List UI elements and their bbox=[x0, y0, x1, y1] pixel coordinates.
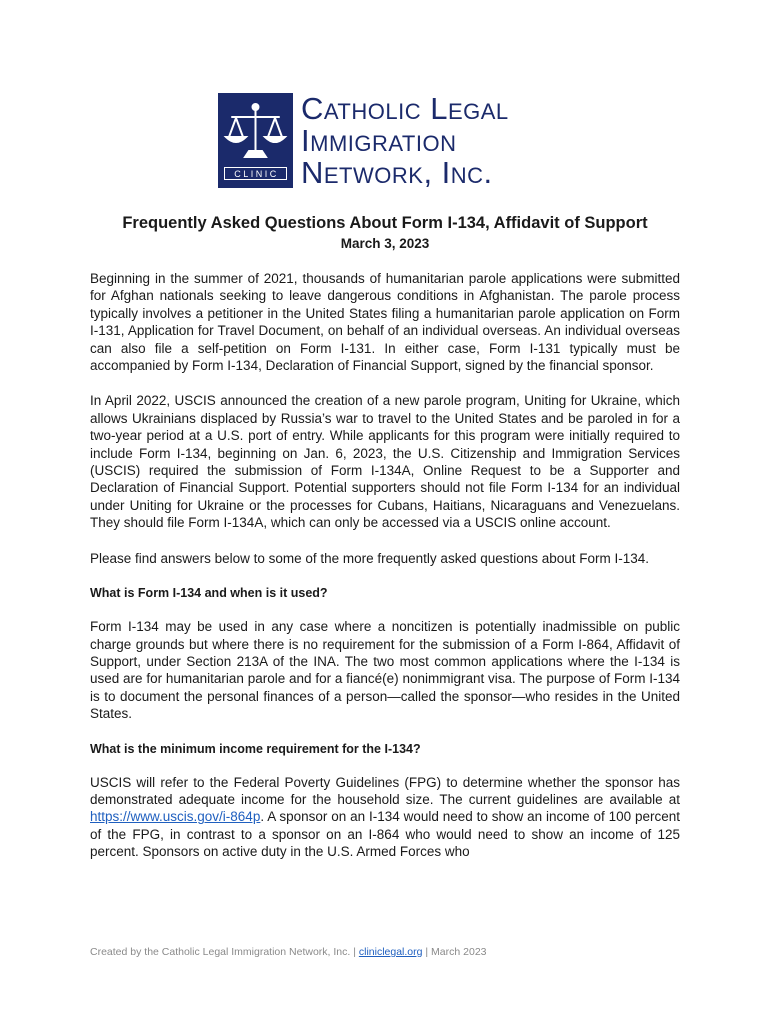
clinic-badge-label: CLINIC bbox=[224, 167, 287, 180]
uscis-i864p-link[interactable]: https://www.uscis.gov/i-864p bbox=[90, 809, 261, 825]
page-title: Frequently Asked Questions About Form I-134, Affidavit of Support bbox=[122, 214, 648, 232]
logo-line-3: Network, Inc. bbox=[301, 155, 493, 190]
intro-paragraph-3: Please find answers below to some of the more frequently asked questions about Form I-134. bbox=[90, 550, 650, 566]
footer-text-after: | March 2023 bbox=[422, 946, 487, 958]
answer-2-text-after: . A sponsor on an I-134 would need to show an income of 100 percent of the FPG, in contrast to a sponsor on an I-864 who would need to show an income of 125 percent. Sponsors on active duty in the U.S. Armed Forces who bbox=[90, 809, 680, 860]
logo-line-2: Immigration bbox=[301, 123, 457, 158]
logo-wordmark bbox=[301, 93, 509, 189]
document-body bbox=[90, 270, 680, 879]
page-footer bbox=[90, 946, 487, 958]
answer-paragraph-1: Form I-134 may be used in any case where a noncitizen is potentially inadmissible on public charge grounds but where there is no requirement for the submission of a Form I-864, Affidavit of Support, under Section 213A of the INA. The two most common applications where the I-134 is used are for humanitarian parole and for a fiancé(e) nonimmigrant visa. The purpose of Form I-134 is to document the personal finances of a person—called the sponsor—who resides in the United States. bbox=[90, 619, 680, 722]
footer-text-before: Created by the Catholic Legal Immigration Network, Inc. | bbox=[90, 946, 359, 958]
intro-paragraph-1: Beginning in the summer of 2021, thousands of humanitarian parole applications were submitted for Afghan nationals seeking to leave dangerous conditions in Afghanistan. The parole process typically involves a petitioner in the United States filing a humanitarian parole application on Form I-131, Application for Travel Document, on behalf of an individual overseas. An individual overseas can also file a self-petition on Form I-131. In either case, Form I-131 typically must be accompanied by Form I-134, Declaration of Financial Support, signed by the financial sponsor. bbox=[90, 271, 680, 374]
cliniclegal-link[interactable]: cliniclegal.org bbox=[358, 946, 423, 958]
document-date: March 3, 2023 bbox=[340, 236, 430, 251]
intro-paragraph-2: In April 2022, USCIS announced the creation of a new parole program, Uniting for Ukraine, which allows Ukrainians displaced by Russia’s war to travel to the United States and be paroled in for a two-year period at a U.S. port of entry. While applicants for this program were initially required to include Form I-134, beginning on Jan. 6, 2023, the U.S. Citizenship and Immigration Services (USCIS) required the submission of Form I-134A, Online Request to be a Supporter and Declaration of Financial Support. Potential supporters should not file Form I-134 for an individual under Uniting for Ukraine or the processes for Cubans, Haitians, Nicaraguans and Venezuelans. They should file Form I-134A, which can only be accessed via a USCIS online account. bbox=[90, 393, 680, 531]
question-heading-1: What is Form I-134 and when is it used? bbox=[90, 586, 328, 601]
answer-2-text-before: USCIS will refer to the Federal Poverty Guidelines (FPG) to determine whether the sponsor has demonstrated adequate income for the household size. The current guidelines are available at bbox=[90, 774, 680, 807]
question-heading-2: What is the minimum income requirement for the I-134? bbox=[90, 741, 421, 756]
answer-paragraph-2 bbox=[90, 774, 680, 861]
logo-line-1: Catholic Legal bbox=[301, 91, 509, 126]
logo-badge bbox=[218, 93, 293, 188]
clinic-logo bbox=[218, 93, 509, 189]
